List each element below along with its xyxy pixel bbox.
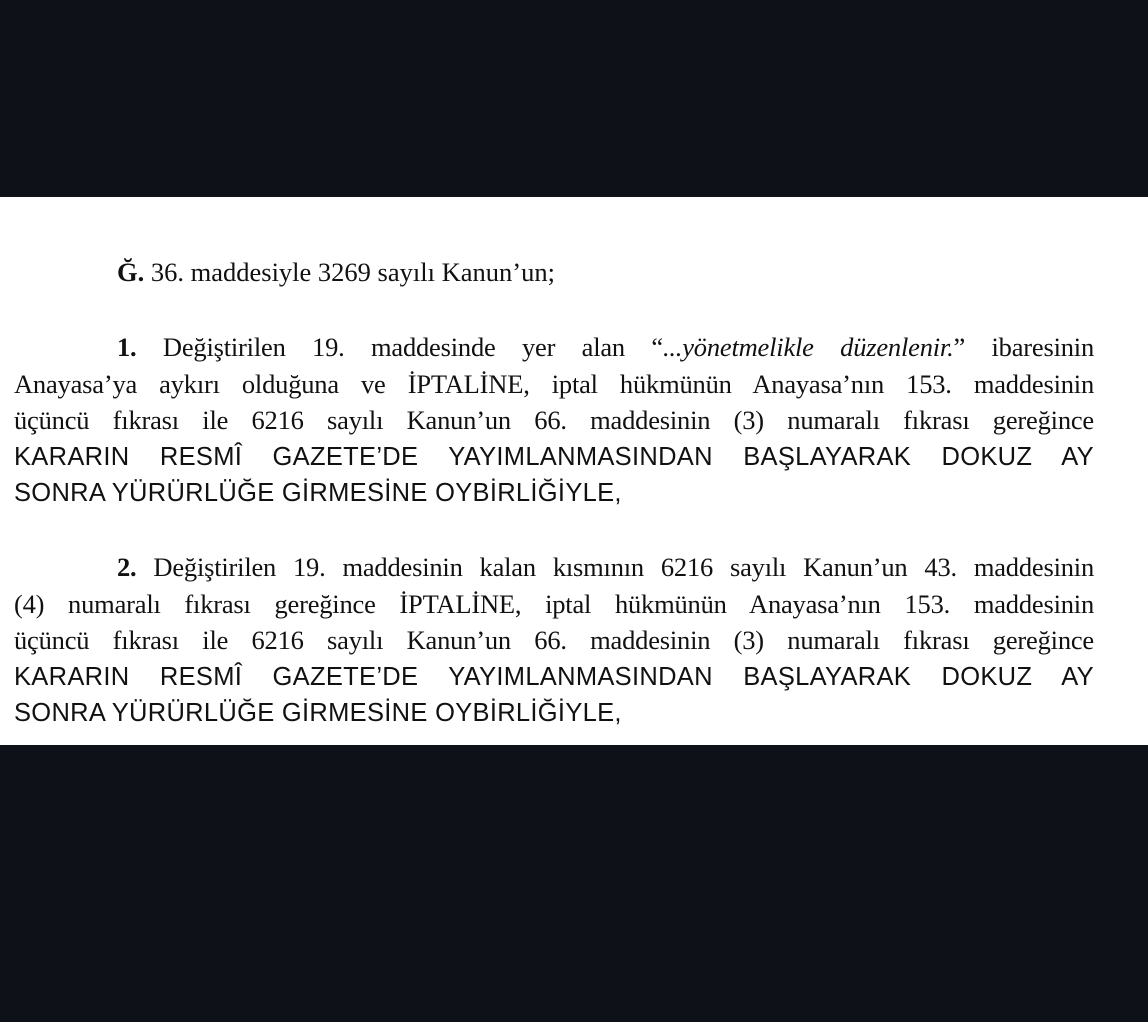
paragraph-item-1 (14, 329, 1094, 512)
section-heading-text: 36. maddesiyle 3269 sayılı Kanun’un; (144, 257, 555, 287)
item-1-line-1-text-b: ” ibaresinin (953, 332, 1094, 362)
item-2-line-1-text: Değiştirilen 19. maddesinin kalan kısmının 6216 sayılı Kanun’un 43. maddesinin (136, 552, 1094, 582)
document-page (0, 197, 1148, 745)
paragraph-item-2 (14, 549, 1094, 732)
item-2-line-4: KARARIN RESMÎ GAZETE’DE YAYIMLANMASINDAN BAŞLAYARAK DOKUZ AY (14, 662, 1094, 691)
item-1-line-3: üçüncü fıkrası ile 6216 sayılı Kanun’un 66. maddesinin (3) numaralı fıkrası gereğince (14, 405, 1094, 435)
item-1-number: 1. (117, 332, 137, 362)
item-2-number: 2. (117, 552, 137, 582)
item-2-line-3: üçüncü fıkrası ile 6216 sayılı Kanun’un 66. maddesinin (3) numaralı fıkrası gereğince (14, 625, 1094, 655)
section-letter: Ğ. (117, 257, 145, 287)
item-1-line-2: Anayasa’ya aykırı olduğuna ve İPTALİNE, iptal hükmünün Anayasa’nın 153. maddesinin (14, 368, 1094, 399)
item-1-line-1 (14, 329, 1094, 366)
item-1-line-4: KARARIN RESMÎ GAZETE’DE YAYIMLANMASINDAN BAŞLAYARAK DOKUZ AY (14, 442, 1094, 471)
item-2-line-5: SONRA YÜRÜRLÜĞE GİRMESİNE OYBİRLİĞİYLE, (14, 699, 622, 727)
item-1-line-5: SONRA YÜRÜRLÜĞE GİRMESİNE OYBİRLİĞİYLE, (14, 479, 622, 507)
section-heading (117, 254, 555, 290)
item-1-line-1-text-a: Değiştirilen 19. maddesinde yer alan “ (136, 332, 663, 362)
item-2-line-1 (14, 549, 1094, 586)
item-2-line-2: (4) numaralı fıkrası gereğince İPTALİNE, iptal hükmünün Anayasa’nın 153. maddesinin (14, 588, 1094, 619)
item-1-quoted-phrase: ...yönetmelikle düzenlenir. (662, 332, 954, 362)
